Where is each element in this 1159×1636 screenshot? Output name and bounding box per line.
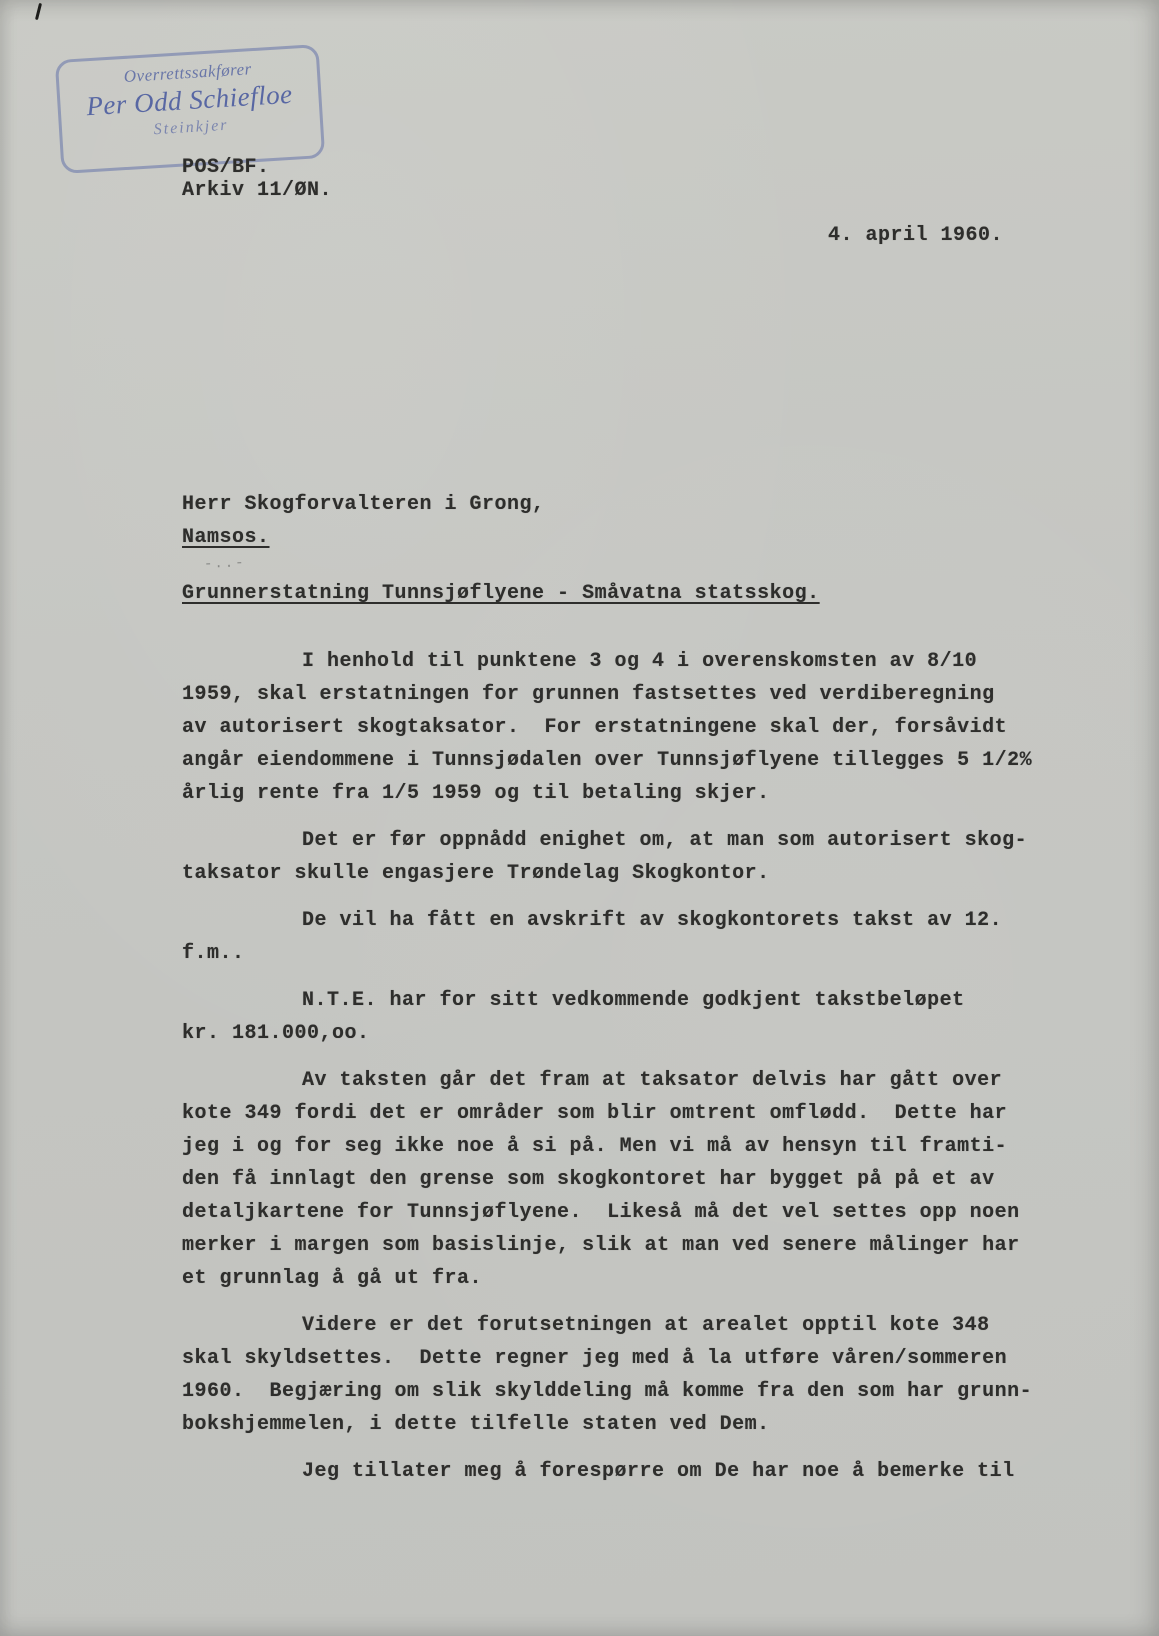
recipient-block (182, 488, 545, 554)
stamp-title: Overrettssakfører (123, 59, 253, 86)
paragraph (182, 904, 1142, 970)
text-line: jeg i og for seg ikke noe å si på. Men vi må av hensyn til framti- (182, 1135, 1008, 1158)
law-office-stamp (55, 44, 325, 174)
text-line: årlig rente fra 1/5 1959 og til betaling skjer. (182, 782, 770, 805)
paragraph (182, 984, 1142, 1050)
recipient-name: Herr Skogforvalteren i Grong, (182, 493, 545, 516)
text-line: detaljkartene for Tunnsjøflyene. Likeså må det vel settes opp noen (182, 1201, 1020, 1224)
text-line: Det er før oppnådd enighet om, at man som autorisert skog- (302, 829, 1028, 852)
text-line: 1959, skal erstatningen for grunnen fastsettes ved verdiberegning (182, 683, 995, 706)
text-line: merker i margen som basislinje, slik at man ved senere målinger har (182, 1234, 1020, 1257)
text-line: 1960. Begjæring om slik skylddeling må komme fra den som har grunn- (182, 1380, 1033, 1403)
recipient-city: Namsos. (182, 526, 270, 549)
text-line: et grunnlag å gå ut fra. (182, 1267, 483, 1290)
text-line: Videre er det forutsetningen at arealet opptil kote 348 (302, 1314, 990, 1337)
paragraph (182, 1455, 1142, 1488)
pencil-stray-mark: -..- (203, 555, 246, 573)
stamp-name: Per Odd Schiefloe (85, 78, 294, 122)
text-line: taksator skulle engasjere Trøndelag Skogkontor. (182, 862, 770, 885)
subject-line: Grunnerstatning Tunnsjøflyene - Småvatna statsskog. (182, 582, 820, 605)
text-line: angår eiendommene i Tunnsjødalen over Tunnsjøflyene tillegges 5 1/2% (182, 749, 1033, 772)
text-line: Jeg tillater meg å forespørre om De har noe å bemerke til (302, 1460, 1015, 1483)
text-line: skal skyldsettes. Dette regner jeg med å la utføre våren/sommeren (182, 1347, 1008, 1370)
text-line: den få innlagt den grense som skogkontoret har bygget på på et av (182, 1168, 995, 1191)
corner-ink-mark (35, 3, 42, 20)
text-line: kote 349 fordi det er områder som blir omtrent omflødd. Dette har (182, 1102, 1008, 1125)
text-line: kr. 181.000,oo. (182, 1022, 370, 1045)
text-line: De vil ha fått en avskrift av skogkontorets takst av 12. (302, 909, 1003, 932)
text-line: bokshjemmelen, i dette tilfelle staten ved Dem. (182, 1413, 770, 1436)
text-line: f.m.. (182, 942, 245, 965)
reference-archive: Arkiv 11/ØN. (182, 179, 333, 202)
text-line: I henhold til punktene 3 og 4 i overenskomsten av 8/10 (302, 650, 978, 673)
letter-body (182, 645, 1142, 1502)
stamp-city: Steinkjer (153, 116, 230, 139)
paragraph (182, 645, 1142, 810)
paragraph (182, 824, 1142, 890)
text-line: av autorisert skogtaksator. For erstatningene skal der, forsåvidt (182, 716, 1008, 739)
reference-initials: POS/BF. (182, 156, 270, 179)
text-line: N.T.E. har for sitt vedkommende godkjent takstbeløpet (302, 989, 965, 1012)
paragraph (182, 1064, 1142, 1295)
letter-date: 4. april 1960. (828, 224, 1004, 247)
reference-block (182, 156, 332, 202)
text-line: Av taksten går det fram at taksator delvis har gått over (302, 1069, 1003, 1092)
paragraph (182, 1309, 1142, 1441)
